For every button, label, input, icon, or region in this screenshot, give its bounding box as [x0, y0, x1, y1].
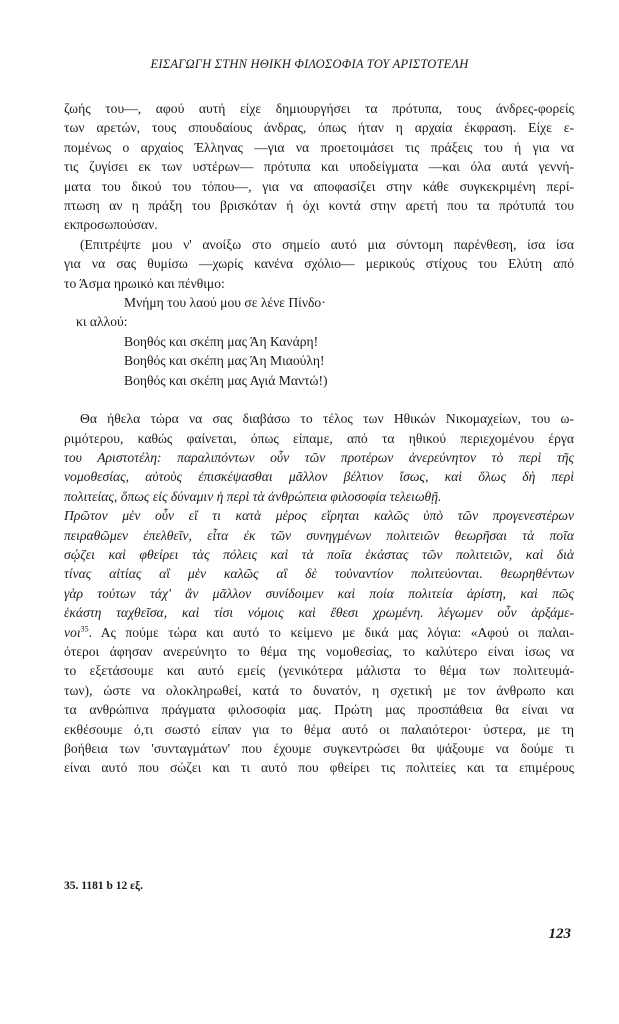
body-text [64, 99, 574, 778]
paragraph-gap [64, 390, 574, 409]
greek-quote-end: νοι [64, 624, 81, 640]
verse-connector: κι αλλού: [76, 314, 128, 330]
greek-quote-line: ἑκάστη ταχθεῖσα, καὶ τίσι νόμοις καὶ ἔθεσι χρωμένη. λέγωμεν οὖν ἀρξάμε- [64, 605, 574, 621]
running-head: ΕΙΣΑΓΩΓΗ ΣΤΗΝ ΗΘΙΚΗ ΦΙΛΟΣΟΦΙΑ ΤΟΥ ΑΡΙΣΤΟΤΕΛΗ [150, 57, 469, 71]
text-line: (Επιτρέψτε μου ν' ανοίξω στο σημείο αυτό μια σύντομη παρένθεση, ίσα ίσα [80, 236, 574, 252]
text-fragment: . Ας πούμε τώρα και αυτό το κείμενο με δικά μας λόγια: «Αφού οι παλαι- [88, 624, 574, 640]
text-line: τις ζυγίσει εκ των υστέρων— πρότυπα και υποδείγματα —και όλα αυτά γεννή- [64, 159, 574, 175]
text-line: είναι αυτό που σώζει και τι αυτό που φθείρει τις πολιτείες και τα επιμέρους [64, 760, 574, 776]
text-line: εκθέσουμε ό,τι σωστό είπαν για το θέμα αυτό οι παλαιότεροι· ύστερα, με τη [64, 721, 574, 737]
text-line: ότεροι άφησαν ανερεύνητο το θέμα της νομοθεσίας, το καλύτερο είναι ίσως να [64, 643, 574, 659]
text-line: εκπροσωπούσαν. [64, 217, 158, 233]
text-line [64, 623, 574, 642]
text-line: πτωση αν η πράξη του βρισκόταν ή όχι κοντά στην αρετή που τα πρότυπά του [64, 198, 574, 214]
greek-quote-line: γὰρ τούτων τάχ' ἂν μᾶλλον συνίδοιμεν καὶ ποία πολιτεία ἀρίστη, καὶ πῶς [64, 585, 574, 601]
page-number: 123 [548, 926, 571, 942]
text-line: ματα του δικού του τόπου—, για να αποφασίζει στην κάθε συγκεκριμένη περί- [64, 178, 574, 194]
greek-quote-line: του Αριστοτέλη: παραλιπόντων οὖν τῶν προτέρων ἀνερεύνητον τὸ περὶ τῆς [64, 449, 574, 465]
verse-line: Μνήμη του λαού μου σε λένε Πίνδο· [124, 295, 326, 311]
text-line: τα ανθρώπινα πράγματα φιλοσοφία μας. Πρώτη μας προσπάθεια θα είναι να [64, 702, 574, 718]
footnote: 35. 1181 b 12 εξ. [64, 880, 144, 892]
text-line: ζωής του—, αφού αυτή είχε δημιουργήσει τα πρότυπα, τους άνδρες-φορείς [64, 101, 574, 116]
text-line: των), ώστε να ολοκληρωθεί, κατά το δυνατόν, η σχετική με τον άνθρωπο και [64, 682, 574, 698]
greek-quote-line: Πρῶτον μὲν οὖν εἴ τι κατὰ μέρος εἴρηται καλῶς ὑπὸ τῶν προγενεστέρων [64, 508, 574, 524]
text-line: ριμότερου, καθώς φαίνεται, όπως είπαμε, από τα ηθικού περιεχομένου έργα [64, 430, 574, 446]
greek-quote-line: σῴζει καὶ φθείρει τὰς πόλεις καὶ τὰ ποῖα ἑκάστας τῶν πολιτειῶν, καὶ διὰ [64, 546, 574, 562]
text-line: το Άσμα ηρωικό και πένθιμο: [64, 275, 225, 291]
text-line: Θα ήθελα τώρα να σας διαβάσω το τέλος των Ηθικών Νικομαχείων, του ω- [80, 411, 574, 427]
greek-quote-line: πολιτείας, ὅπως εἰς δύναμιν ἡ περὶ τὰ ἀνθρώπεια φιλοσοφία τελειωθῇ. [64, 488, 442, 504]
verse-line: Βοηθός και σκέπη μας Άη Μιαούλη! [124, 353, 325, 369]
verse-line: Βοηθός και σκέπη μας Αγιά Μαντώ!) [124, 372, 328, 388]
text-line: για να σας θυμίσω —χωρίς κανένα σχόλιο— μερικούς στίχους του Ελύτη από [64, 256, 574, 272]
greek-quote-line: τίνας αἰτίας αἳ μὲν καλῶς αἳ δὲ τοὐναντίον πολιτεύονται. θεωρηθέντων [64, 566, 574, 582]
greek-quote-line: νομοθεσίας, αὐτοὺς ἐπισκέψασθαι μᾶλλον βέλτιον ἴσως, καὶ ὅλως δὴ περὶ [64, 469, 574, 485]
text-line: βοήθεια των 'συνταγμάτων' που έχουμε συγκεντρώσει θα ψάξουμε να δούμε τι [64, 741, 574, 756]
text-line: των αρετών, τους σπουδαίους άνδρας, όπως ήταν η αρχαία έκφραση. Είχε ε- [64, 120, 574, 136]
footnote-ref[interactable]: 35 [80, 624, 89, 634]
text-line: πομένως ο αρχαίος Έλληνας —για να προετοιμάσει τις πράξεις του ή για να [64, 139, 574, 155]
verse-line: Βοηθός και σκέπη μας Άη Κανάρη! [124, 333, 319, 349]
text-line: το εξετάσουμε και αυτό εμείς (γενικότερα μάλιστα το θέμα των πολιτευμά- [64, 663, 574, 679]
greek-quote-line: πειραθῶμεν ἐπελθεῖν, εἶτα ἐκ τῶν συνηγμένων πολιτειῶν θεωρῆσαι τὰ ποῖα [64, 527, 574, 543]
